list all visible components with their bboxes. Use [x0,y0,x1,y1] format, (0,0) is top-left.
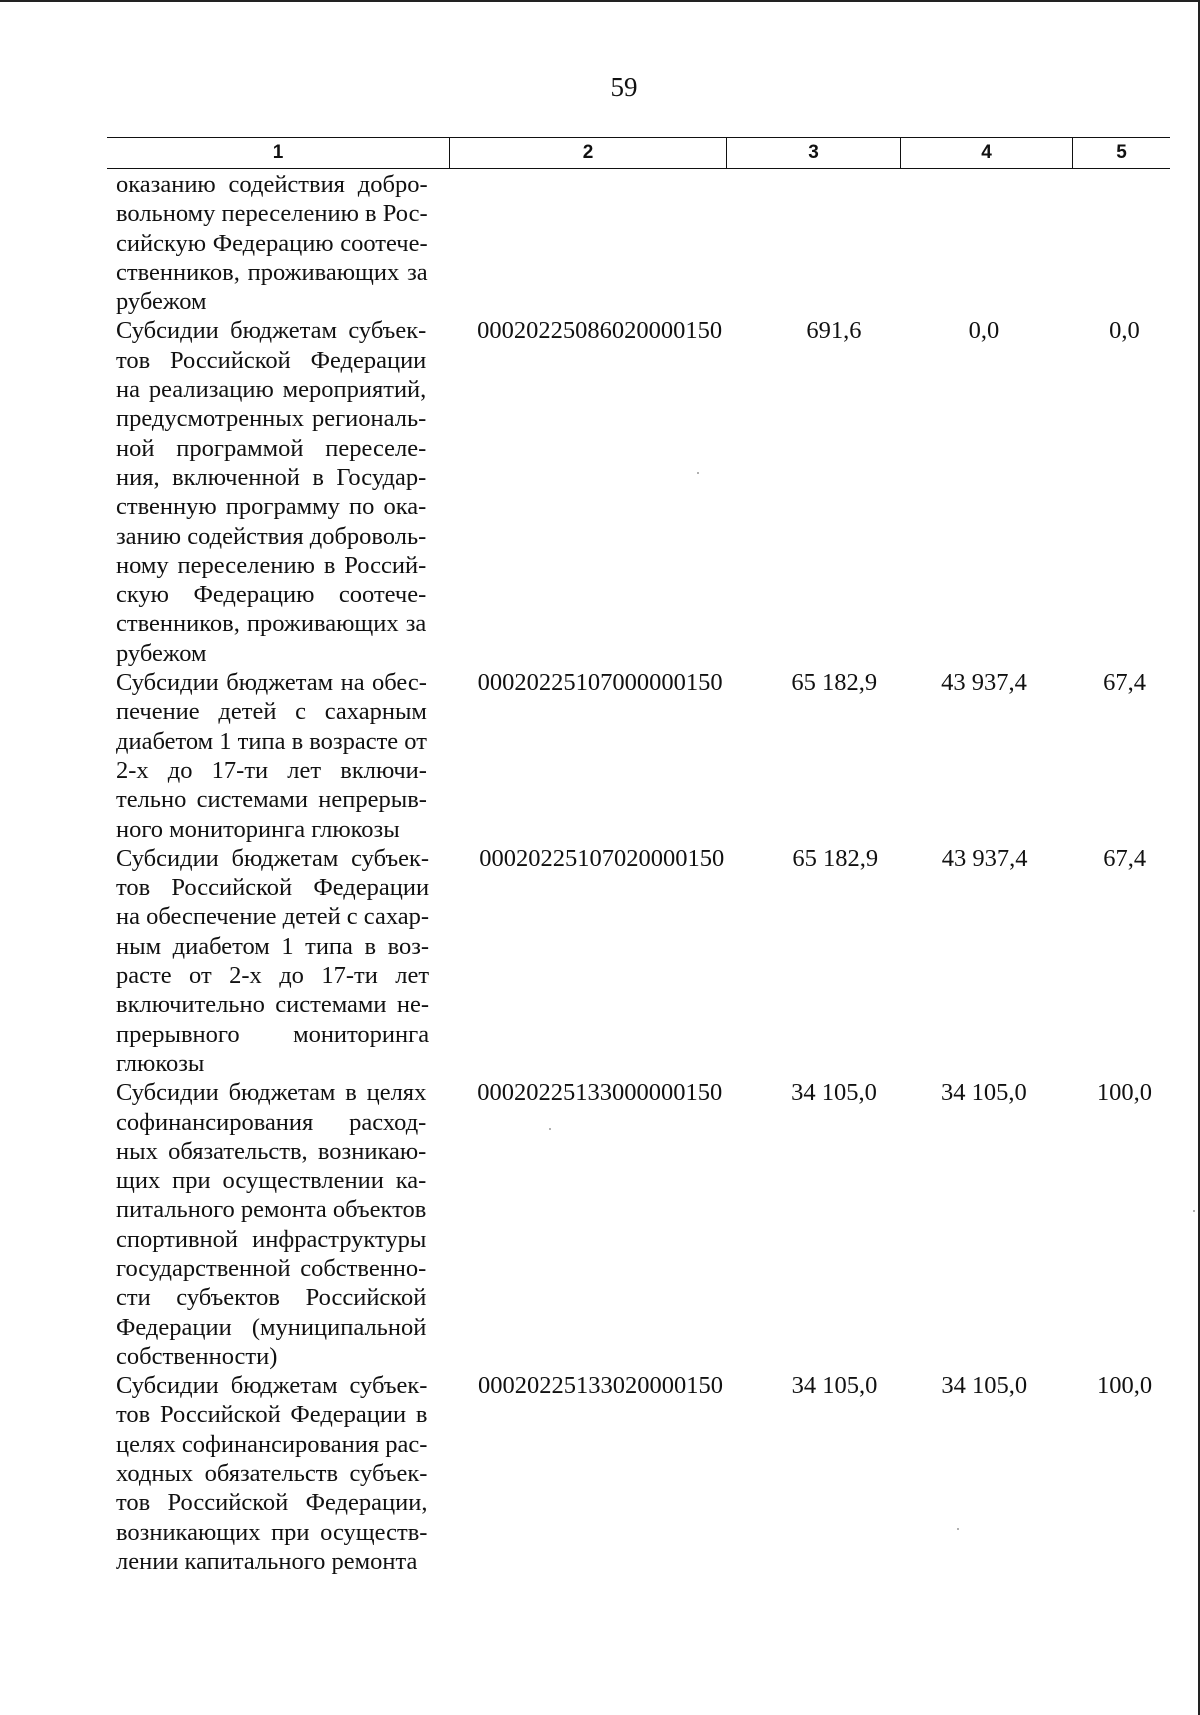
description-line: расте от 2-х до 17-ти лет [116,962,430,990]
description-line: ному переселению в Россий- [116,551,427,579]
scan-speck [1193,1210,1195,1212]
description-line: лении капитального ремонта [116,1547,418,1575]
description-line: скую Федерацию соотече- [116,581,427,609]
description-line: Субсидии бюджетам в целях [116,1079,427,1107]
description-line: целях софинансирования рас- [116,1430,428,1458]
table-row [116,844,1176,1078]
budget-code-cell: 00020225107020000150 [479,844,725,872]
description-line: включительно системами не- [116,991,430,1019]
description-line: рубежом [116,288,207,316]
description-line: ным диабетом 1 типа в воз- [116,932,430,960]
scan-speck [549,1128,551,1130]
scan-speck [957,1528,959,1530]
row-description [116,1371,427,1576]
description-line: тов Российской Федерации [116,346,427,374]
description-line: рубежом [116,639,207,667]
row-description [116,668,427,844]
description-line: ных обязательств, возникаю- [116,1137,427,1165]
column-3-value: 65 182,9 [791,669,878,697]
description-line: Федерации (муниципальной [116,1313,427,1341]
column-5-value: 67,4 [1103,669,1146,697]
description-line: ственников, проживающих за [116,258,428,286]
column-5-value: 0,0 [1109,317,1140,345]
description-line: тов Российской Федерации [116,874,430,902]
row-description [116,1078,426,1371]
table-row [116,170,1176,316]
column-4-value: 34 105,0 [941,1079,1027,1107]
description-line: Субсидии бюджетам субъек- [116,317,427,345]
description-line: тов Российской Федерации, [116,1489,428,1517]
description-line: оказанию содействия добро- [116,171,428,198]
column-3-value: 34 105,0 [791,1372,878,1400]
column-3-value: 34 105,0 [791,1079,877,1107]
description-line: возникающих при осуществ- [116,1518,428,1546]
description-line: сийскую Федерацию соотече- [116,229,428,257]
scan-speck [697,472,699,474]
table-row [116,1078,1176,1371]
column-4-value: 43 937,4 [941,669,1027,697]
description-line: на реализацию мероприятий, [116,376,427,404]
description-line: Субсидии бюджетам субъек- [116,1372,428,1400]
description-line: Субсидии бюджетам на обес- [116,669,427,697]
column-header-3: 3 [727,138,901,168]
column-5-value: 100,0 [1096,1079,1153,1107]
description-line: софинансирования расход- [116,1108,427,1136]
column-3-value: 691,6 [806,317,862,345]
scan-edge-top [0,0,1200,2]
page-number: 59 [610,72,638,102]
description-line: ственную программу по ока- [116,493,427,521]
column-3-value: 65 182,9 [792,844,879,872]
description-line: диабетом 1 типа в возрасте от [116,727,427,755]
description-line: сти субъектов Российской [116,1284,427,1312]
description-line: 2-х до 17-ти лет включи- [116,756,427,784]
description-line: государственной собственно- [116,1254,427,1282]
budget-code-cell: 00020225133020000150 [478,1372,724,1400]
column-4-value: 0,0 [968,317,1000,345]
description-line: Субсидии бюджетам субъек- [116,844,430,872]
column-header-2: 2 [450,138,727,168]
description-line: тов Российской Федерации в [116,1401,428,1429]
column-4-value: 34 105,0 [941,1372,1028,1400]
budget-code-cell: 00020225133000000150 [477,1079,723,1107]
description-line: на обеспечение детей с сахар- [116,903,430,931]
description-line: щих при осуществлении ка- [116,1167,427,1195]
column-5-value: 100,0 [1096,1372,1153,1400]
column-header-5: 5 [1116,142,1127,163]
column-header-4: 4 [901,138,1073,168]
column-4-value: 43 937,4 [941,844,1028,872]
table-row [116,316,1176,668]
description-line: ной программой переселе- [116,434,427,462]
description-line: предусмотренных региональ- [116,405,427,433]
table-row [116,668,1176,844]
description-line: спортивной инфраструктуры [116,1225,427,1253]
row-description [116,170,428,316]
table-body [116,170,1176,1576]
description-line: печение детей с сахарным [116,698,427,726]
column-header-1: 1 [107,138,450,168]
description-line: ходных обязательств субъек- [116,1460,428,1488]
table-row [116,1371,1176,1576]
description-line: занию содействия доброволь- [116,522,427,550]
row-description [116,844,429,1078]
description-line: питального ремонта объектов [116,1196,427,1224]
budget-code-cell: 00020225107000000150 [477,669,723,697]
description-line: глюкозы [116,1049,205,1077]
description-line: вольному переселению в Рос- [116,200,428,228]
description-line: ного мониторинга глюкозы [116,815,400,843]
description-line: тельно системами непрерыв- [116,786,427,814]
row-description [116,316,426,668]
table-header [107,137,1170,169]
budget-code-cell: 00020225086020000150 [477,317,723,345]
description-line: прерывного мониторинга [116,1020,430,1048]
description-line: ственников, проживающих за [116,610,427,638]
description-line: ния, включенной в Государ- [116,463,427,491]
description-line: собственности) [116,1342,278,1370]
column-5-value: 67,4 [1103,844,1147,872]
